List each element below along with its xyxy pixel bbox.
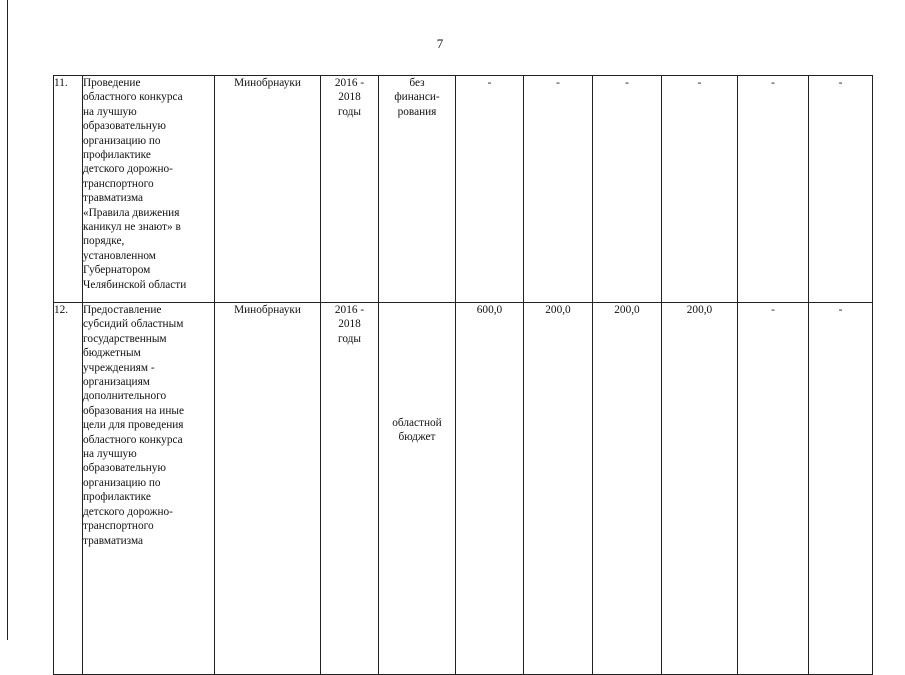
row-number: 11. [54, 76, 83, 303]
activity-name: Предоставление субсидий областным государственным бюджетным учреждениям - организациям дополнительного образования на иные цели для проведения областного конкурса на лучшую образовательную организацию по профилактике детского дорожно- транспортного травматизма [83, 303, 215, 675]
period-cell: 2016 - 2018 годы [321, 76, 379, 303]
amount-cell: - [809, 303, 873, 675]
funding-source-cell: без финанси- рования [379, 76, 456, 303]
row-number: 12. [54, 303, 83, 675]
executor-cell: Минобрнауки [215, 76, 321, 303]
table-row [54, 303, 873, 675]
period-cell: 2016 - 2018 годы [321, 303, 379, 675]
amount-cell: - [456, 76, 524, 303]
amount-cell: - [593, 76, 662, 303]
amount-cell: 600,0 [456, 303, 524, 675]
page-margin-line [7, 0, 8, 640]
amount-cell: - [738, 303, 809, 675]
funding-source-cell: областной бюджет [379, 303, 456, 675]
table-row [54, 76, 873, 303]
program-table [53, 75, 873, 675]
amount-cell: 200,0 [524, 303, 593, 675]
amount-cell: - [524, 76, 593, 303]
amount-cell: - [738, 76, 809, 303]
amount-cell: - [662, 76, 738, 303]
activity-name: Проведение областного конкурса на лучшую образовательную организацию по профилактике детского дорожно- транспортного травматизма «Правила движения каникул не знают» в порядке, установленном Губернатором Челябинской области [83, 76, 215, 303]
page-number: 7 [436, 36, 444, 51]
amount-cell: 200,0 [593, 303, 662, 675]
amount-cell: 200,0 [662, 303, 738, 675]
amount-cell: - [809, 76, 873, 303]
executor-cell: Минобрнауки [215, 303, 321, 675]
